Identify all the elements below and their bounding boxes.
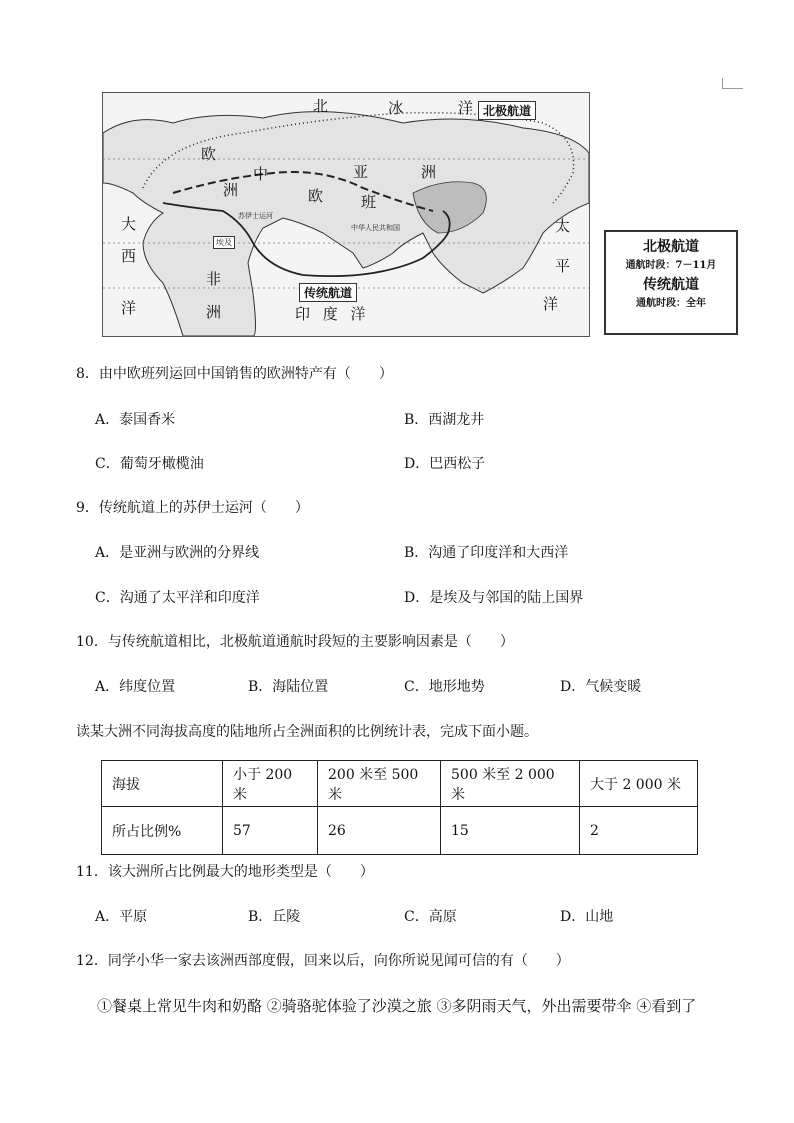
legend-arctic-title: 北极航道	[643, 239, 699, 255]
table-cell: 57	[223, 807, 318, 855]
q9-option-b[interactable]: B．沟通了印度洋和大西洋	[404, 545, 569, 561]
label-ya: 亚	[353, 163, 369, 181]
table-header-cell: 500 米至 2 000 米	[441, 761, 580, 807]
question-11-stem: 11．该大洲所占比例最大的地形类型是（ ）	[76, 864, 374, 880]
label-zhou-asia: 洲	[421, 163, 437, 181]
q8-option-b[interactable]: B．西湖龙井	[404, 412, 485, 428]
table-cell: 所占比例%	[102, 807, 223, 855]
q10-option-a[interactable]: A．纬度位置	[95, 679, 176, 695]
label-tai: 太	[555, 217, 571, 235]
question-8-stem: 8．由中欧班列运回中国销售的欧洲特产有（ ）	[76, 366, 393, 382]
label-yang: 洋	[458, 99, 474, 117]
q8-option-c[interactable]: C．葡萄牙橄榄油	[95, 456, 204, 472]
q10-option-b[interactable]: B．海陆位置	[248, 679, 329, 695]
q10-option-d[interactable]: D．气候变暖	[560, 679, 642, 695]
q8-option-a[interactable]: A．泰国香米	[95, 412, 176, 428]
q10-option-c[interactable]: C．地形地势	[404, 679, 485, 695]
label-egypt: 埃及	[213, 236, 235, 249]
question-12-stem: 12．同学小华一家去该洲西部度假，回来以后，向你所说见闻可信的有（ ）	[76, 953, 570, 969]
table-header-cell: 海拔	[102, 761, 223, 807]
table-cell: 26	[318, 807, 441, 855]
label-zhong: 中	[253, 165, 269, 183]
label-ping: 平	[555, 257, 571, 275]
q9-option-a[interactable]: A．是亚洲与欧洲的分界线	[95, 545, 260, 561]
q9-option-c[interactable]: C．沟通了太平洋和印度洋	[95, 590, 260, 606]
label-zhou-africa: 洲	[206, 303, 222, 321]
label-indian-ocean: 印 度 洋	[295, 305, 370, 323]
route-map	[102, 92, 590, 337]
label-zhou-europe: 洲	[223, 181, 239, 199]
label-ou: 欧	[201, 145, 217, 163]
question-10-stem: 10．与传统航道相比，北极航道通航时段短的主要影响因素是（ ）	[76, 634, 514, 650]
legend-traditional-period: 通航时段：全年	[636, 298, 706, 309]
table-cell: 15	[441, 807, 580, 855]
label-yang-pacific: 洋	[543, 295, 559, 313]
table-header-cell: 200 米至 500 米	[318, 761, 441, 807]
legend-traditional-title: 传统航道	[643, 277, 699, 293]
q11-option-d[interactable]: D．山地	[560, 909, 614, 925]
table-header-row	[102, 761, 698, 807]
label-da: 大	[121, 215, 137, 233]
label-xi: 西	[121, 247, 137, 265]
table-header-cell: 大于 2 000 米	[580, 761, 698, 807]
traditional-route-label: 传统航道	[299, 283, 357, 302]
question-9-stem: 9．传统航道上的苏伊士运河（ ）	[76, 500, 309, 516]
table-intro: 读某大洲不同海拔高度的陆地所占全洲面积的比例统计表，完成下面小题。	[76, 724, 538, 740]
label-ou2: 欧	[308, 187, 324, 205]
table-cell: 2	[580, 807, 698, 855]
q12-statements: ①餐桌上常见牛肉和奶酪 ②骑骆驼体验了沙漠之旅 ③多阴雨天气，外出需要带伞 ④看到了	[97, 997, 697, 1015]
q9-option-d[interactable]: D．是埃及与邻国的陆上国界	[404, 590, 584, 606]
label-north: 北	[313, 97, 329, 115]
page-corner-mark	[722, 78, 743, 89]
label-fei: 非	[206, 270, 222, 288]
q8-option-d[interactable]: D．巴西松子	[404, 456, 486, 472]
q11-option-b[interactable]: B．丘陵	[248, 909, 301, 925]
map-legend	[604, 230, 738, 335]
label-bing: 冰	[388, 99, 404, 117]
elevation-table	[101, 760, 698, 855]
label-ban: 班	[361, 193, 377, 211]
table-row	[102, 807, 698, 855]
q11-option-c[interactable]: C．高原	[404, 909, 457, 925]
table-header-cell: 小于 200 米	[223, 761, 318, 807]
label-suez: 苏伊士运河	[238, 212, 273, 220]
arctic-route-label: 北极航道	[478, 101, 536, 120]
label-prc: 中华人民共和国	[351, 224, 400, 232]
label-yang-atlantic: 洋	[121, 299, 137, 317]
q11-option-a[interactable]: A．平原	[95, 909, 148, 925]
legend-arctic-period: 通航时段：7－11月	[625, 260, 717, 271]
